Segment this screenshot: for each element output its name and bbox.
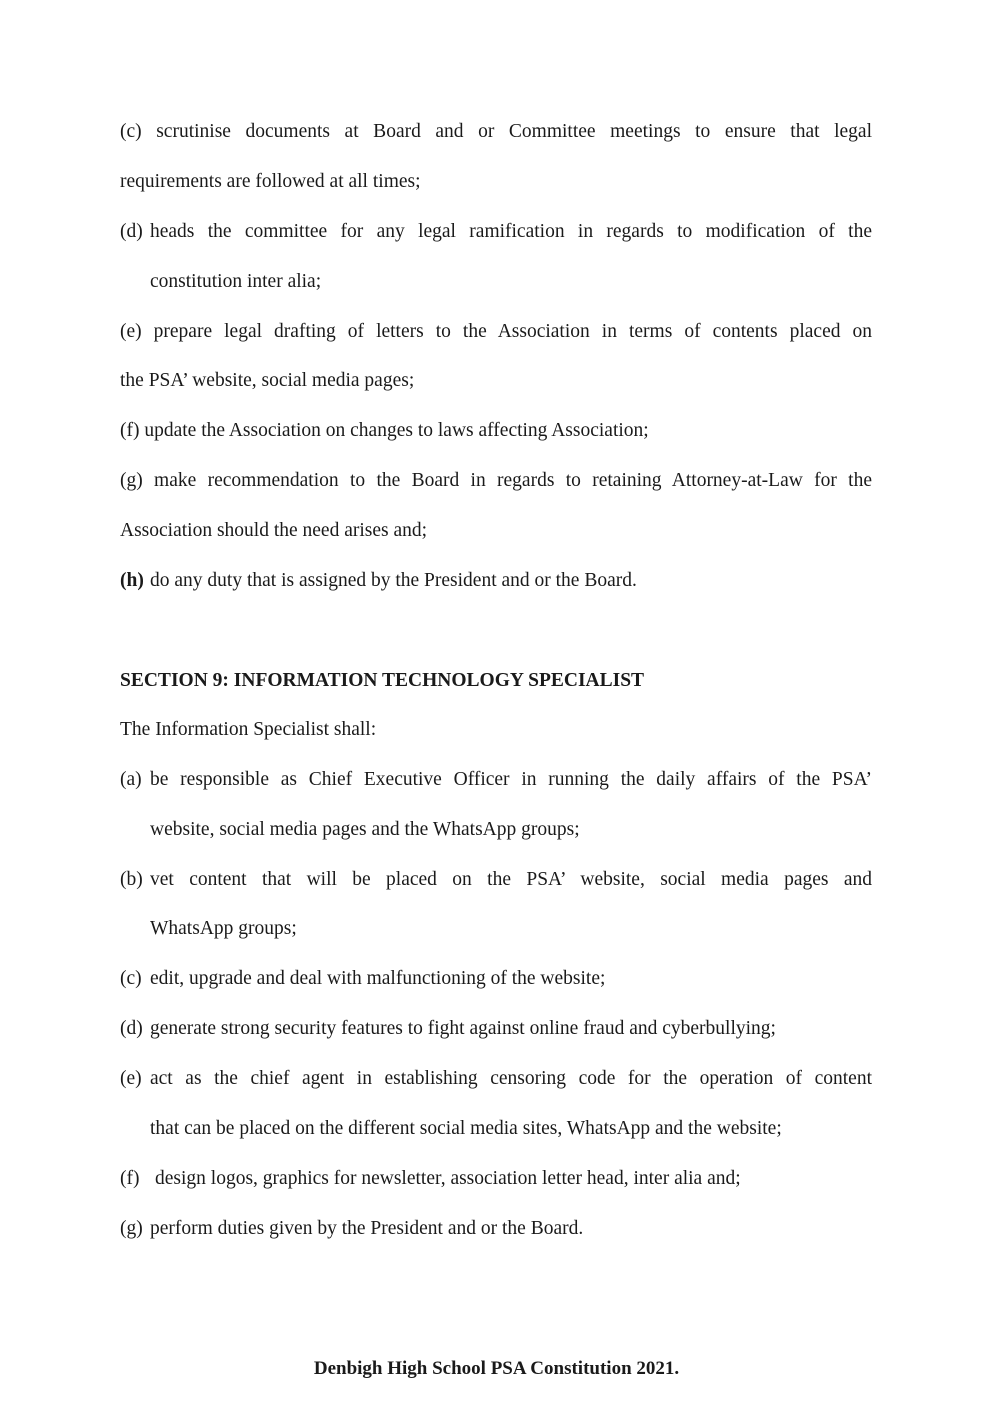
s9-item-e-line-2: that can be placed on the different social media sites, WhatsApp and the website; <box>150 1118 782 1139</box>
s9-item-c-line-1 <box>120 967 872 991</box>
item-d-line-2: constitution inter alia; <box>150 271 322 292</box>
item-f-line-1: (f) update the Association on changes to laws affecting Association; <box>120 420 649 441</box>
item-e-line-2: the PSA’ website, social media pages; <box>120 370 415 391</box>
item-e-line-1: (e) prepare legal drafting of letters to the Association in terms of contents placed on <box>120 321 872 342</box>
s9-item-c-text: edit, upgrade and deal with malfunctioning of the website; <box>150 968 606 989</box>
s9-item-b-label: (b) <box>120 869 143 890</box>
section-9-intro: The Information Specialist shall: <box>120 719 377 740</box>
page-footer: Denbigh High School PSA Constitution 2021. <box>313 1358 680 1379</box>
item-h-text: do any duty that is assigned by the President and or the Board. <box>150 570 637 591</box>
s9-item-g-line-1 <box>120 1217 872 1241</box>
s9-item-b-text: vet content that will be placed on the PSA’ website, social media pages and <box>150 869 872 890</box>
s9-item-e-text: act as the chief agent in establishing censoring code for the operation of content <box>150 1068 872 1089</box>
s9-item-d-line-1 <box>120 1017 872 1041</box>
item-h-line-1 <box>120 569 872 593</box>
s9-item-e-line-1 <box>120 1067 872 1091</box>
s9-item-a-line-2: website, social media pages and the WhatsApp groups; <box>150 819 580 840</box>
s9-item-a-text: be responsible as Chief Executive Officer in running the daily affairs of the PSA’ <box>150 769 872 790</box>
item-d-label: (d) <box>120 221 143 242</box>
s9-item-a-label: (a) <box>120 769 142 790</box>
s9-item-e-label: (e) <box>120 1068 142 1089</box>
s9-item-g-label: (g) <box>120 1218 143 1239</box>
s9-item-c-label: (c) <box>120 968 142 989</box>
item-g-line-1: (g) make recommendation to the Board in regards to retaining Attorney-at-Law for the <box>120 470 872 491</box>
s9-item-f-label: (f) <box>120 1168 140 1189</box>
section-9-heading: SECTION 9: INFORMATION TECHNOLOGY SPECIALIST <box>120 670 645 691</box>
s9-item-g-text: perform duties given by the President and or the Board. <box>150 1218 584 1239</box>
s9-item-d-text: generate strong security features to fight against online fraud and cyberbullying; <box>150 1018 776 1039</box>
s9-item-d-label: (d) <box>120 1018 143 1039</box>
item-c-line-2: requirements are followed at all times; <box>120 171 421 192</box>
item-d-line-1 <box>120 220 872 244</box>
s9-item-a-line-1 <box>120 768 872 792</box>
s9-item-b-line-2: WhatsApp groups; <box>150 918 297 939</box>
s9-item-f-line-1 <box>120 1167 872 1191</box>
item-h-label: (h) <box>120 570 144 591</box>
item-g-line-2: Association should the need arises and; <box>120 520 428 541</box>
item-c-line-1: (c) scrutinise documents at Board and or Committee meetings to ensure that legal <box>120 121 872 142</box>
s9-item-b-line-1 <box>120 868 872 892</box>
item-d-text: heads the committee for any legal ramification in regards to modification of the <box>150 221 872 242</box>
s9-item-f-text: design logos, graphics for newsletter, association letter head, inter alia and; <box>155 1168 741 1189</box>
